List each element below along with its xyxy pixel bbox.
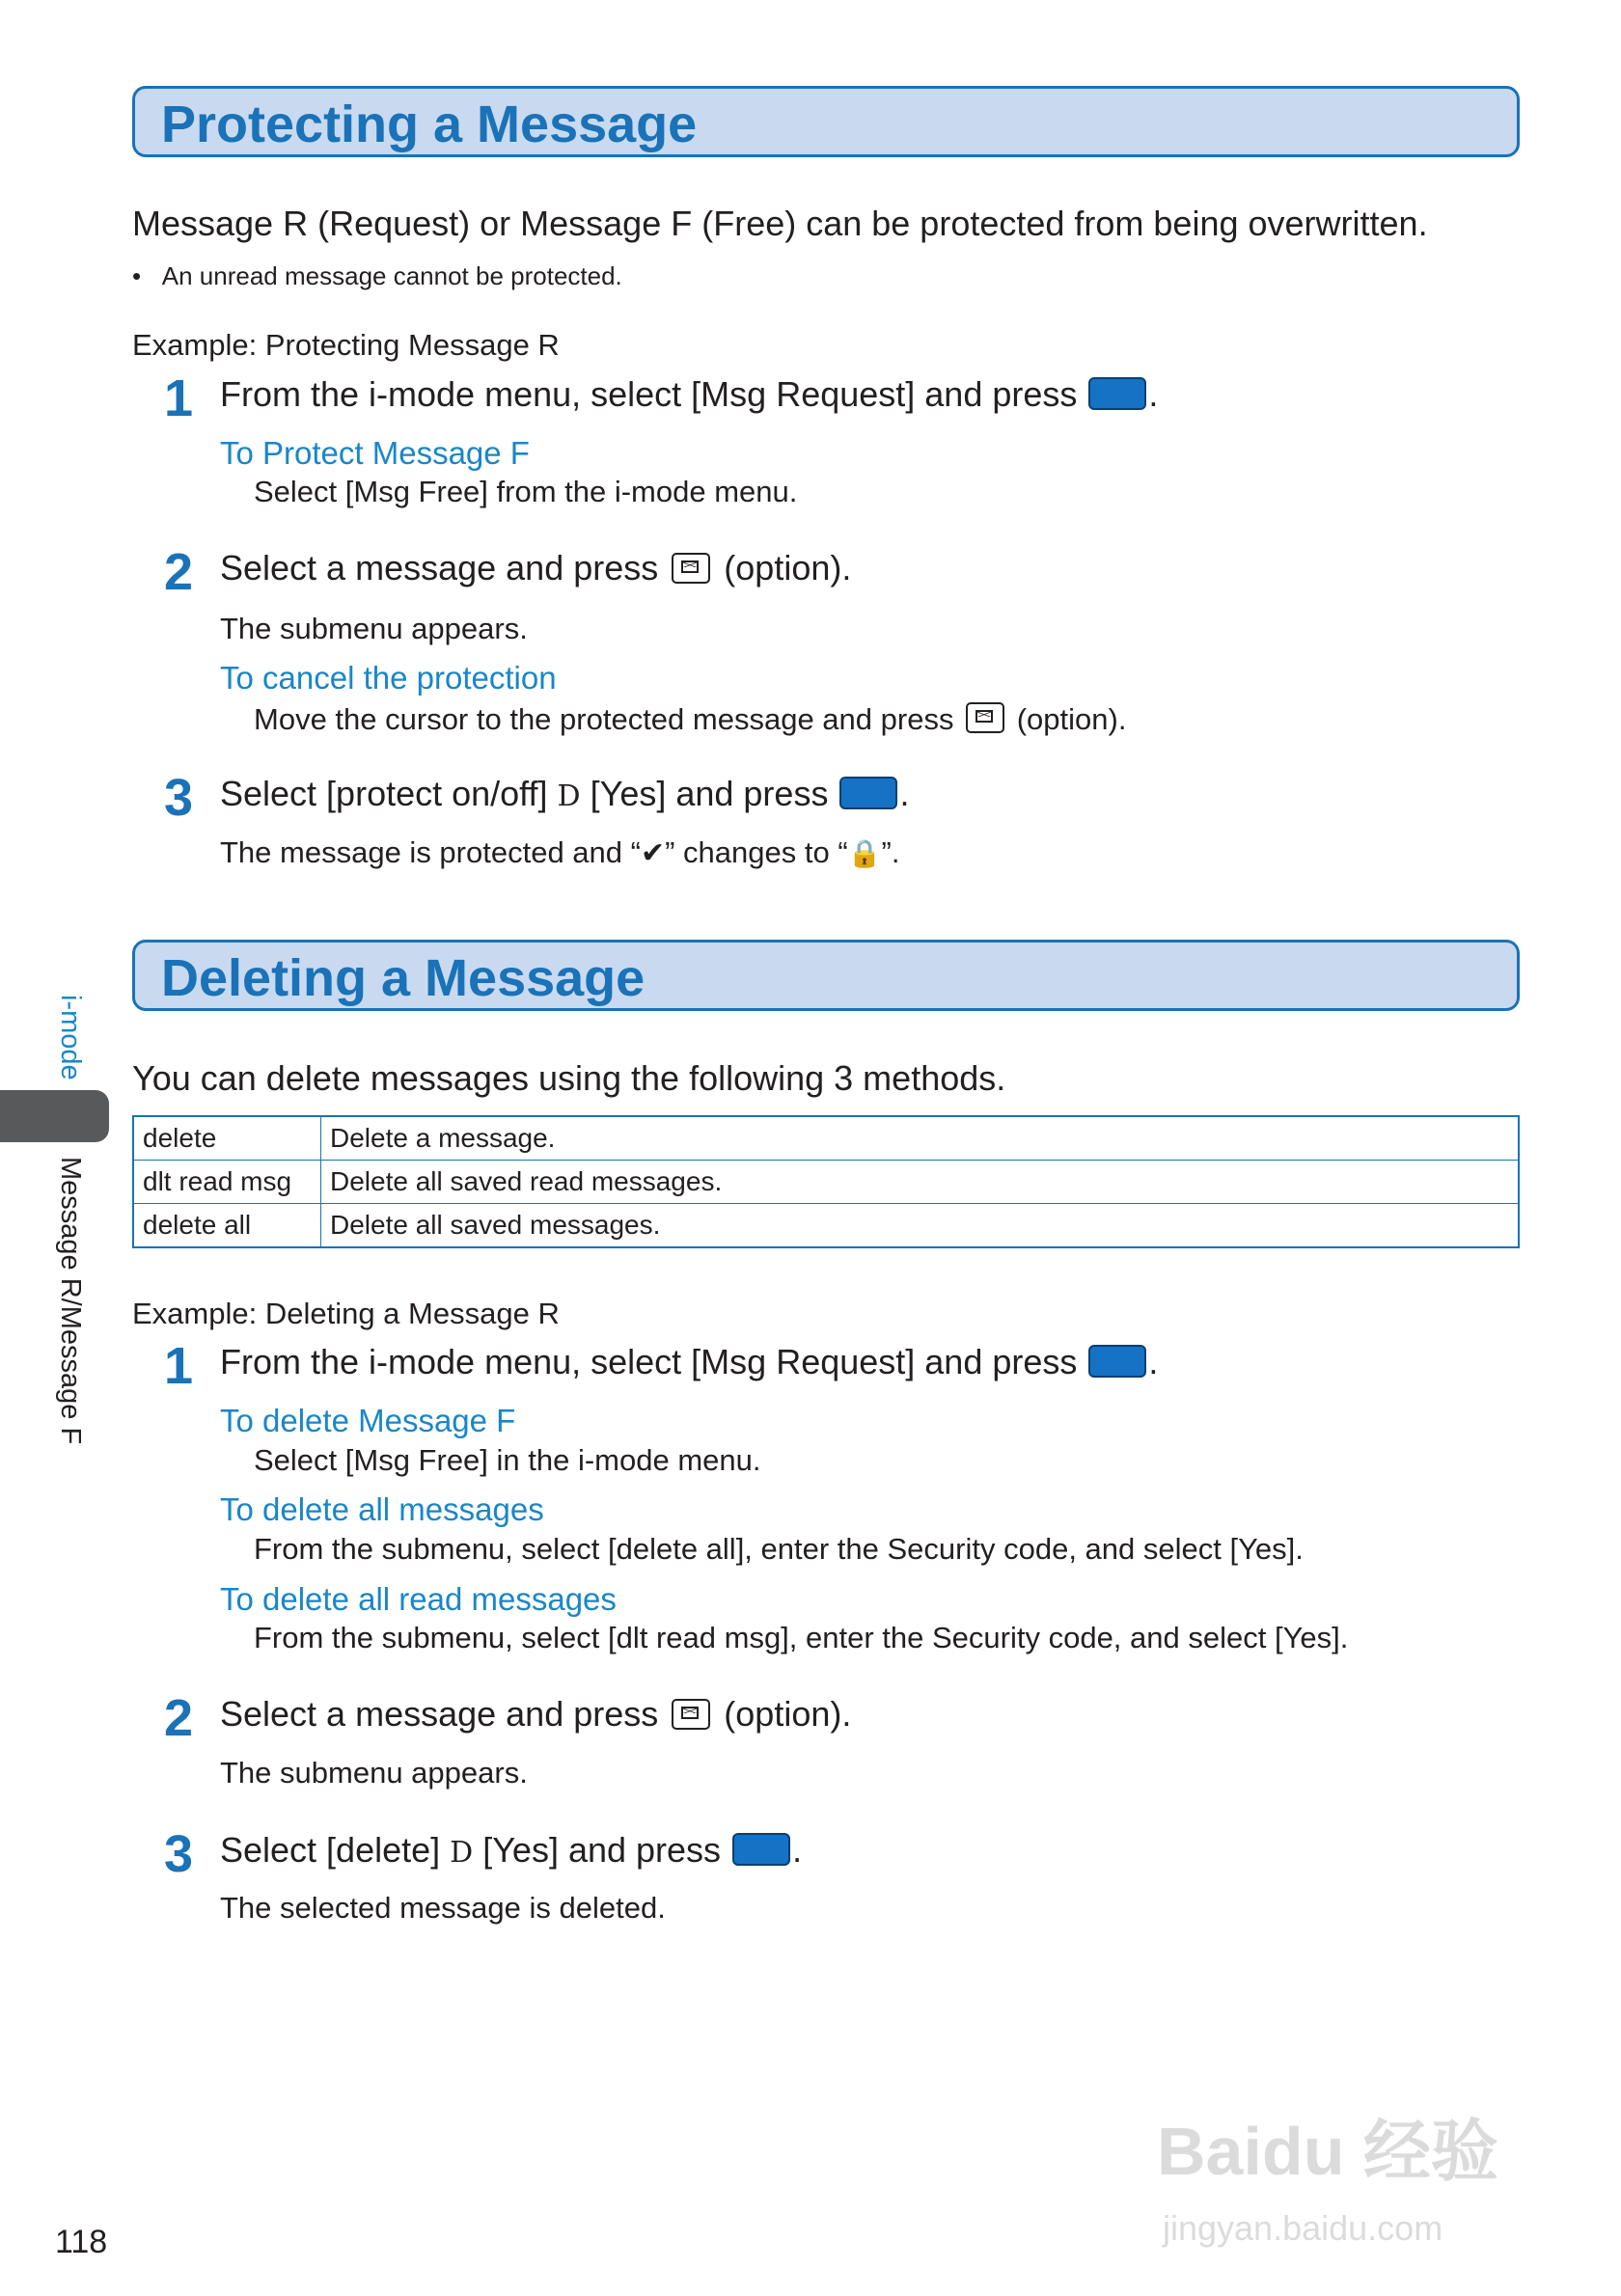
page-number: 118 (55, 2224, 108, 2260)
sub-body: Select [Msg Free] in the i-mode menu. (254, 1443, 761, 1477)
arrow-icon: D (557, 779, 581, 813)
step-text: Select [protect on/off] D [Yes] and press . (220, 774, 910, 813)
step-number: 1 (164, 369, 194, 427)
watermark-brand: Baidu 经验 (1157, 2114, 1498, 2189)
side-chapter: Message R/Message F (55, 1157, 86, 1445)
table-cell: delete (133, 1116, 321, 1161)
table-cell: Delete all saved read messages. (321, 1161, 1520, 1204)
sub-body: Move the cursor to the protected message and press (option). (254, 702, 1127, 736)
section-header-deleting (132, 940, 1520, 1011)
section-title: Deleting a Message (161, 949, 646, 1007)
sub-heading: To delete Message F (220, 1403, 516, 1438)
bullet-note: • An unread message cannot be protected. (132, 261, 622, 290)
result-text: The selected message is deleted. (220, 1891, 666, 1925)
read-check-icon: ✔ (640, 837, 666, 869)
table-row (133, 1204, 1519, 1248)
sub-body: From the submenu, select [dlt read msg], enter the Security code, and select [Yes]. (254, 1621, 1349, 1654)
step-text: From the i-mode menu, select [Msg Request] and press . (220, 374, 1159, 414)
side-category: i-mode (55, 995, 86, 1080)
sub-heading: To cancel the protection (220, 660, 557, 696)
table-cell: delete all (133, 1204, 321, 1248)
intro-text: You can delete messages using the following 3 methods. (132, 1058, 1006, 1098)
step-number: 2 (164, 543, 194, 601)
step-text: Select [delete] D [Yes] and press . (220, 1830, 803, 1870)
watermark-url: jingyan.baidu.com (1163, 2208, 1443, 2248)
step-number: 2 (164, 1689, 194, 1747)
enter-key-icon (1088, 1345, 1146, 1378)
table-cell: Delete all saved messages. (321, 1204, 1520, 1248)
sub-body: From the submenu, select [delete all], enter the Security code, and select [Yes]. (254, 1532, 1304, 1566)
sub-heading: To delete all read messages (220, 1581, 617, 1617)
arrow-icon: D (450, 1836, 474, 1870)
intro-text: Message R (Request) or Message F (Free) can be protected from being overwritten. (132, 204, 1428, 243)
step-text: From the i-mode menu, select [Msg Request] and press . (220, 1342, 1159, 1381)
step-number: 1 (164, 1337, 194, 1395)
section-title: Protecting a Message (161, 96, 698, 153)
step-number: 3 (164, 1825, 194, 1883)
baidu-watermark (1157, 2064, 1543, 2257)
example-label: Example: Protecting Message R (132, 328, 560, 362)
result-text: The submenu appears. (220, 1756, 528, 1790)
protected-message-icon: 🔒 (847, 838, 882, 868)
sub-body: Select [Msg Free] from the i-mode menu. (254, 475, 798, 508)
option-key-icon (966, 702, 1004, 733)
table-row (133, 1161, 1519, 1204)
enter-key-icon (839, 777, 897, 809)
table-cell: Delete a message. (321, 1116, 1520, 1161)
result-text: The submenu appears. (220, 612, 528, 645)
table-cell: dlt read msg (133, 1161, 321, 1204)
section-header-protecting (132, 86, 1520, 157)
step-number: 3 (164, 769, 194, 827)
option-key-icon (672, 1699, 710, 1730)
option-key-icon (672, 553, 710, 584)
enter-key-icon (1088, 377, 1146, 410)
sub-heading: To delete all messages (220, 1491, 544, 1527)
side-tab (0, 1090, 109, 1142)
result-text: The message is protected and “✔” changes to “🔒”. (220, 835, 900, 869)
enter-key-icon (732, 1833, 790, 1866)
step-text: Select a message and press (option). (220, 1694, 852, 1734)
delete-methods-table (132, 1115, 1520, 1248)
sub-heading: To Protect Message F (220, 435, 530, 471)
step-text: Select a message and press (option). (220, 548, 852, 588)
table-row (133, 1116, 1519, 1161)
example-label: Example: Deleting a Message R (132, 1297, 560, 1330)
